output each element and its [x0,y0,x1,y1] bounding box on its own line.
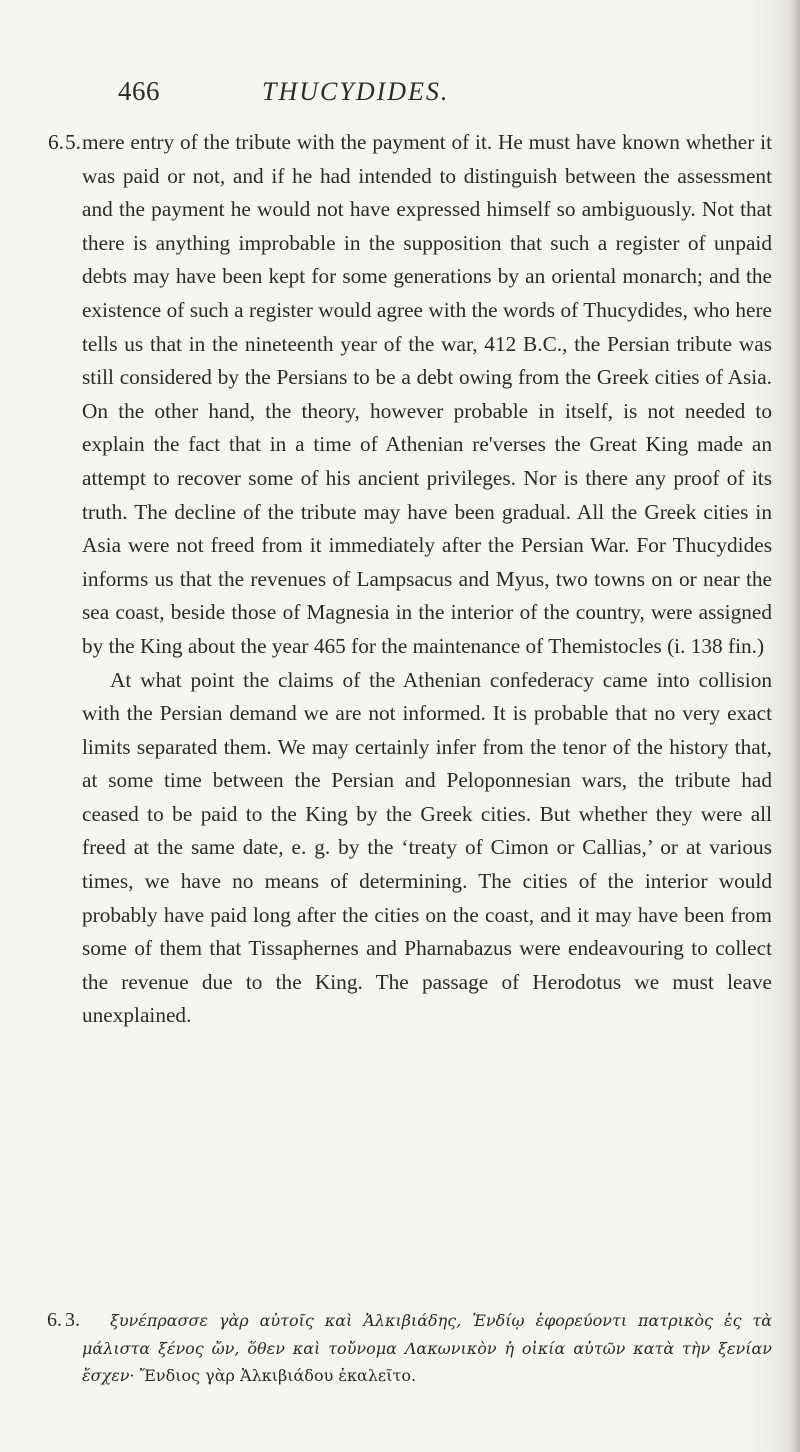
footnote [47,1307,772,1390]
main-text [48,126,772,1033]
margin-ref-line: 5. [65,130,81,154]
paragraph-1 [48,126,772,664]
footnote-ref-line: 3. [65,1309,80,1331]
page-edge-shadow [790,0,800,1452]
footnote-ref-section: 6. [47,1309,62,1331]
page-header [0,76,800,116]
paragraph-2 [82,664,772,1034]
footnote-greek-italic: ξυνέπρασσε γὰρ αὐτοῖς καὶ Ἀλκιβιάδης, Ἐνδίῳ ἐφορεύοντι πατρικὸς ἐς τὰ μάλιστα ξένος ὤν, ὅθεν καὶ τοὔνομα Λακωνικὸν ἡ οἰκία αὐτῶν κατὰ τὴν ξενίαν ἔσχεν· [82,1311,772,1385]
footnote-greek-upright: Ἔνδιος γὰρ Ἀλκιβιάδου ἐκαλεῖτο. [139,1366,417,1385]
margin-ref-section: 6. [48,130,64,154]
running-title: THUCYDIDES. [262,77,450,106]
page-number: 466 [118,76,160,106]
footnote-greek-text [82,1307,772,1390]
paragraph-2-text: At what point the claims of the Athenian confederacy came into collision with the Persian demand we are not informed. It is probable that no very exact limits separated them. We may certainly infer from the tenor of the history that, at some time between the Persian and Peloponnesian wars, the tribute had ceased to be paid to the King by the Greek cities. But whether they were all freed at the same date, e. g. by the ‘treaty of Cimon or Callias,’ or at various times, we have no means of determining. The cities of the interior would probably have paid long after the cities on the coast, and it may have been from some of them that Tissaphernes and Pharnabazus were endeavouring to collect the revenue due to the King. The passage of Herodotus we must leave unexplained. [82,667,772,1028]
paragraph-1-text: mere entry of the tribute with the payment of it. He must have known whether it was paid or not, and if he had intended to distinguish between the assessment and the payment he would not have expressed himself so ambiguously. Not that there is anything improbable in the supposition that such a register of unpaid debts may have been kept for some generations by an oriental monarch; and the existence of such a register would agree with the words of Thucydides, who here tells us that in the nineteenth year of the war, 412 B.C., the Persian tribute was still considered by the Persians to be a debt owing from the Greek cities of Asia. On the other hand, the theory, however probable in itself, is not needed to explain the fact that in a time of Athenian re'verses the Great King made an attempt to recover some of his ancient privileges. Nor is there any proof of its truth. The decline of the tribute may have been gradual. All the Greek cities in Asia were not freed from it immediately after the Persian War. For Thucydides informs us that the revenues of Lampsacus and Myus, two towns on or near the sea coast, beside those of Magnesia in the interior of the country, were assigned by the King about the year 465 for the maintenance of Themistocles (i. 138 fin.) [82,130,772,658]
